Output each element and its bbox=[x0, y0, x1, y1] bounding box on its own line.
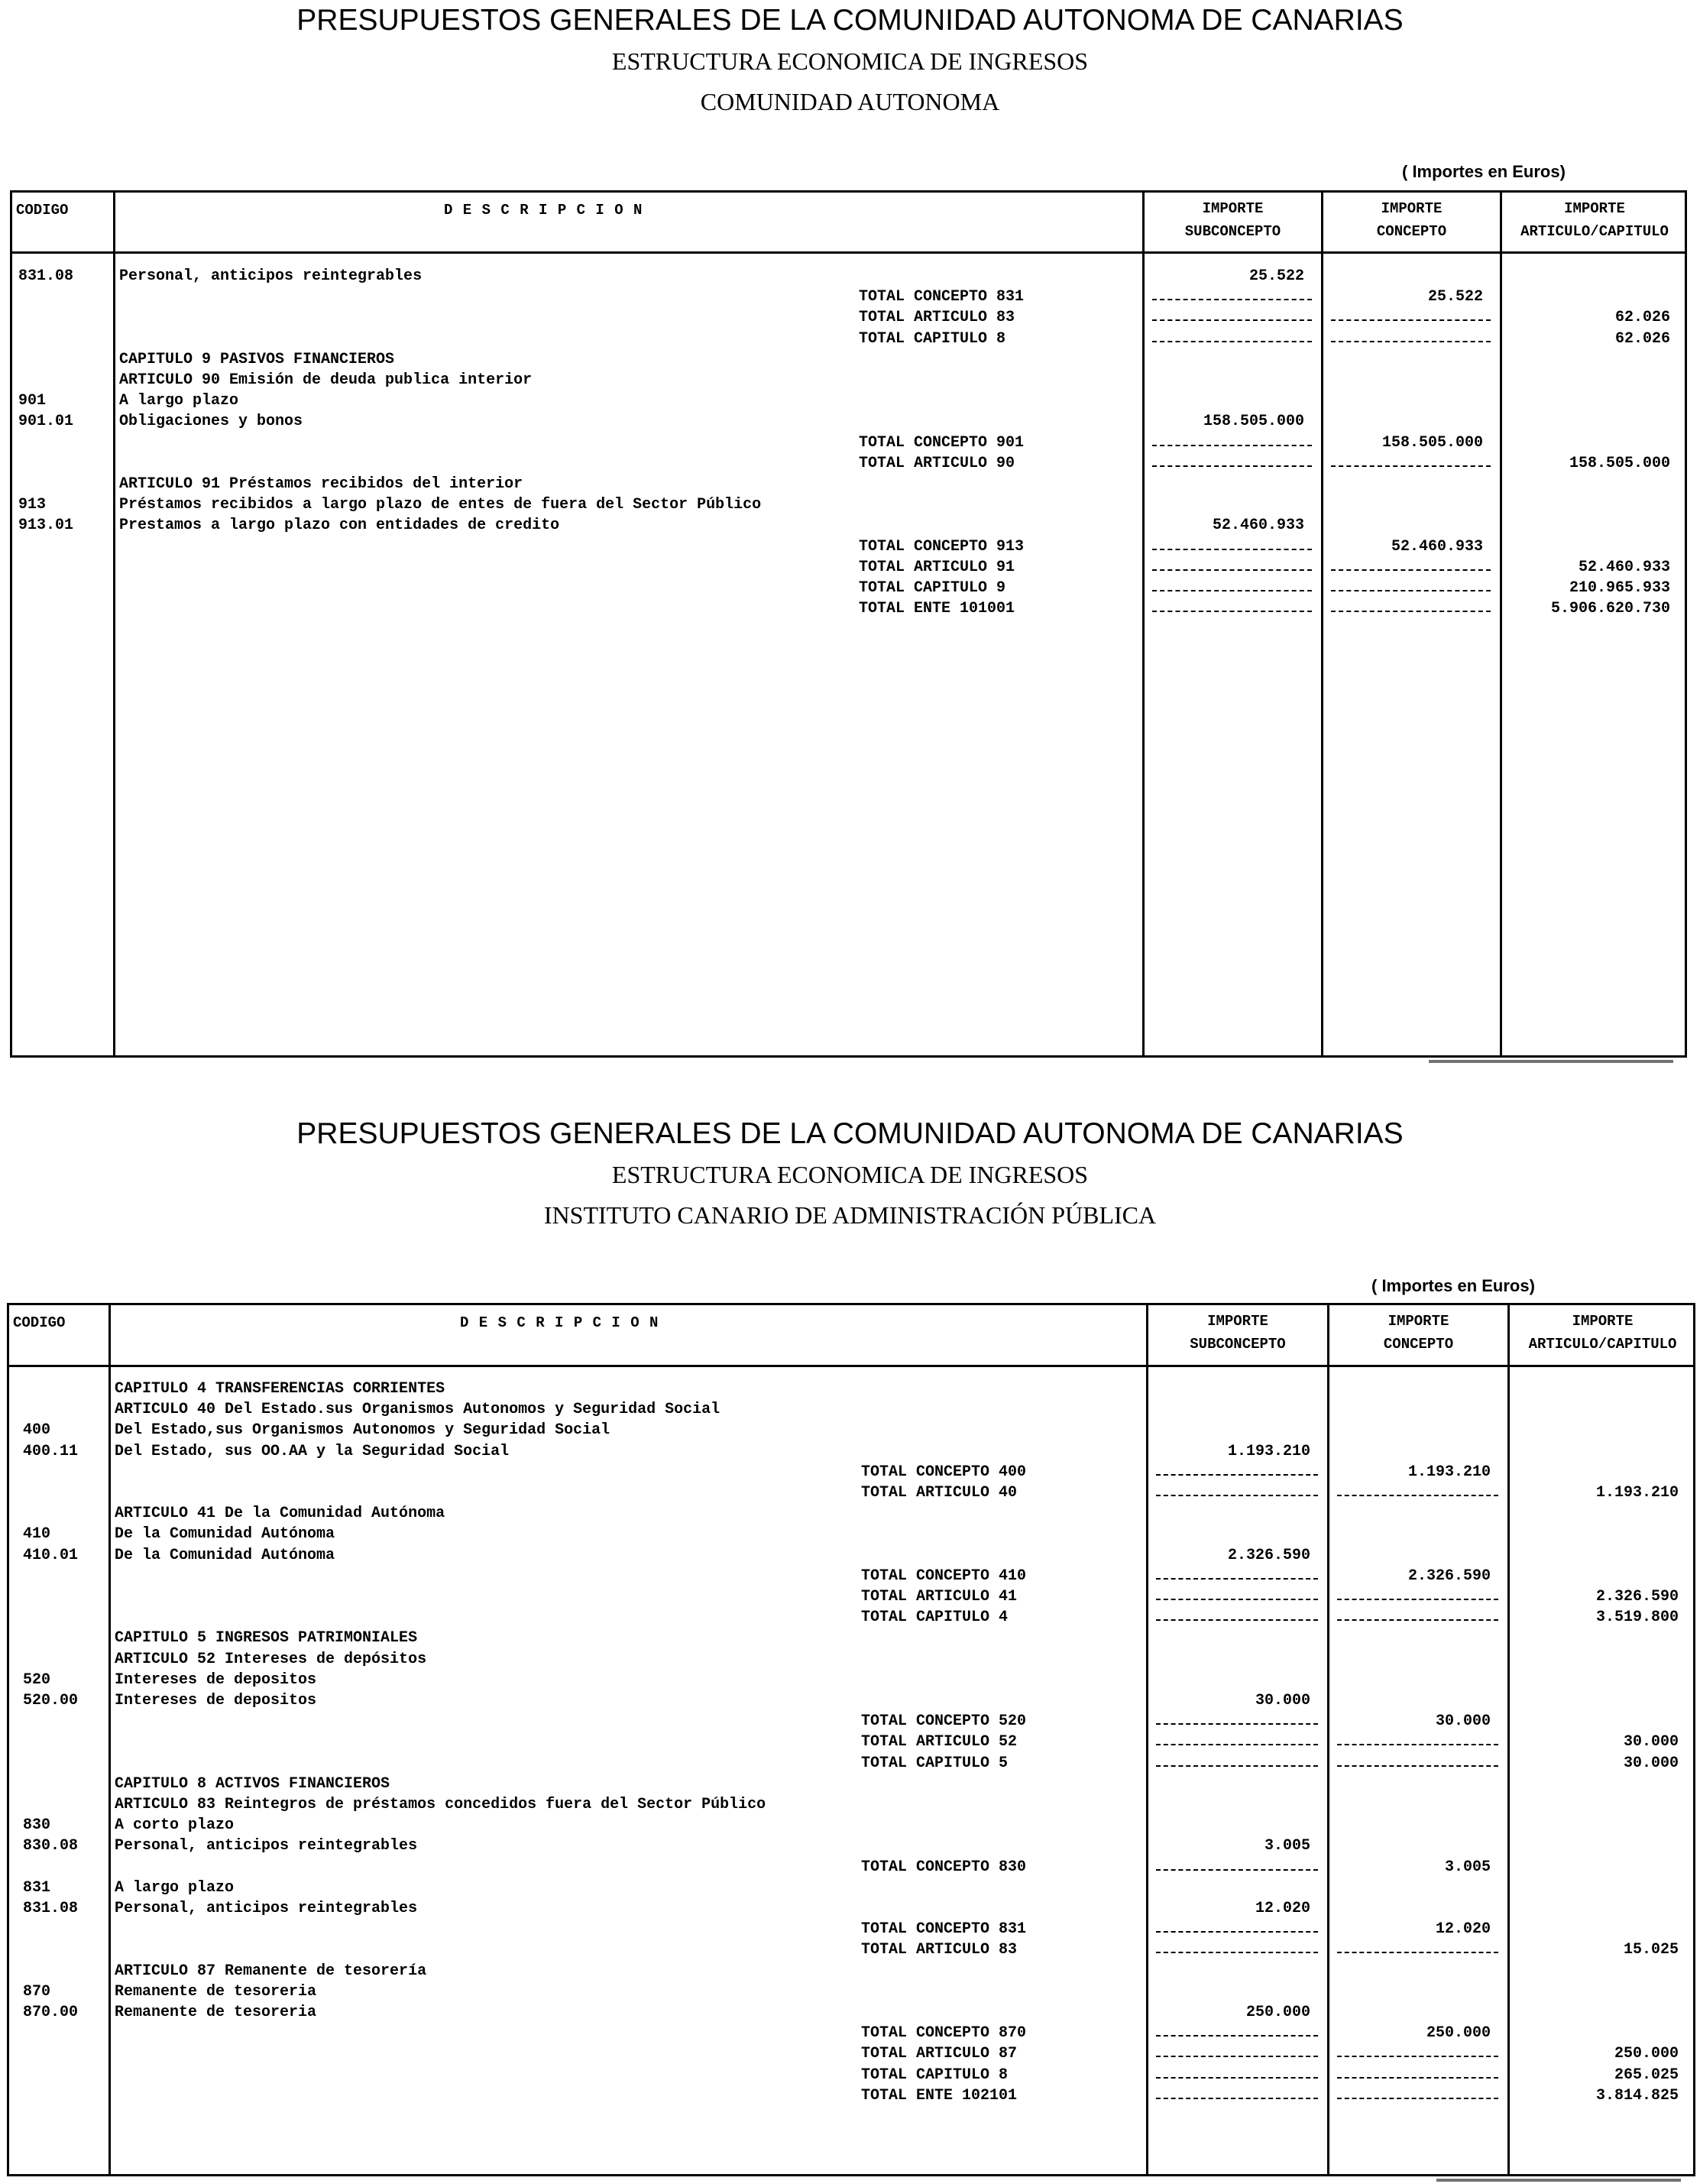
dash-line bbox=[1156, 2098, 1318, 2099]
table-row bbox=[9, 1524, 1693, 1544]
header-art-line1: IMPORTE bbox=[1564, 200, 1625, 217]
table-row bbox=[9, 1399, 1693, 1420]
table-row bbox=[9, 1836, 1693, 1856]
row-description: Intereses de depositos bbox=[115, 1670, 317, 1689]
header-codigo: CODIGO bbox=[16, 202, 69, 219]
row-total-label: TOTAL CONCEPTO 870 bbox=[861, 2024, 1027, 2043]
row-total-label: TOTAL CAPITULO 8 bbox=[861, 2066, 1009, 2084]
dash-line bbox=[1152, 319, 1312, 321]
table-row bbox=[9, 1462, 1693, 1482]
row-description: A corto plazo bbox=[115, 1816, 235, 1835]
row-description: Del Estado, sus OO.AA y la Seguridad Social bbox=[115, 1442, 510, 1460]
dash-line bbox=[1156, 1723, 1318, 1725]
row-description: A largo plazo bbox=[115, 1878, 235, 1897]
importe-subconcepto: 52.460.933 bbox=[1212, 517, 1304, 535]
table-row bbox=[12, 598, 1685, 619]
table-row bbox=[9, 1628, 1693, 1648]
table-row bbox=[12, 266, 1685, 287]
table-row bbox=[9, 1939, 1693, 1960]
row-total-label: TOTAL ARTICULO 40 bbox=[861, 1484, 1018, 1502]
header-importe-articulo bbox=[1510, 1310, 1695, 1356]
dash-line bbox=[1156, 2077, 1318, 2079]
importe-subconcepto: 3.005 bbox=[1264, 1837, 1310, 1855]
table-row bbox=[12, 433, 1685, 453]
row-total-label: TOTAL ARTICULO 83 bbox=[861, 1941, 1018, 1959]
dash-line bbox=[1156, 1744, 1318, 1745]
dash-line bbox=[1331, 569, 1491, 571]
entity-name: INSTITUTO CANARIO DE ADMINISTRACIÓN PÚBLICA bbox=[543, 1201, 1157, 1229]
header-sub-line1: IMPORTE bbox=[1207, 1313, 1268, 1330]
header-importe-concepto bbox=[1323, 197, 1500, 243]
dash-line bbox=[1331, 611, 1491, 612]
table-row bbox=[9, 1379, 1693, 1399]
header-importe-concepto bbox=[1329, 1310, 1507, 1356]
row-description: CAPITULO 5 INGRESOS PATRIMONIALES bbox=[115, 1629, 418, 1648]
row-code: 400.11 bbox=[23, 1442, 79, 1460]
row-total-label: TOTAL CONCEPTO 901 bbox=[859, 433, 1025, 452]
importe-articulo: 2.326.590 bbox=[1595, 1588, 1679, 1606]
row-description: Remanente de tesoreria bbox=[115, 2004, 317, 2021]
row-description: De la Comunidad Autónoma bbox=[115, 1525, 335, 1544]
table-row bbox=[12, 578, 1685, 598]
row-code: 870 bbox=[23, 1982, 51, 2001]
importe-articulo: 30.000 bbox=[1623, 1733, 1679, 1751]
importe-articulo: 250.000 bbox=[1614, 2045, 1679, 2063]
header-importe-subconcepto bbox=[1148, 1310, 1327, 1356]
row-code: 831.08 bbox=[23, 1900, 79, 1917]
table-row bbox=[12, 390, 1685, 411]
row-code: 410.01 bbox=[23, 1546, 79, 1564]
table-row bbox=[9, 2043, 1693, 2064]
table-row bbox=[9, 1441, 1693, 1462]
row-total-label: TOTAL ARTICULO 83 bbox=[859, 309, 1015, 327]
table-row bbox=[9, 2085, 1693, 2106]
row-description: Obligaciones y bonos bbox=[119, 413, 303, 431]
importe-articulo: 210.965.933 bbox=[1569, 579, 1670, 597]
budget-table bbox=[10, 190, 1687, 1058]
table-row bbox=[12, 474, 1685, 494]
row-total-label: TOTAL ARTICULO 91 bbox=[859, 558, 1015, 576]
table-row bbox=[9, 1482, 1693, 1503]
row-total-label: TOTAL ARTICULO 87 bbox=[861, 2045, 1018, 2063]
row-description: Personal, anticipos reintegrables bbox=[115, 1837, 418, 1855]
dash-line bbox=[1331, 590, 1491, 591]
importe-articulo: 5.906.620.730 bbox=[1550, 600, 1670, 618]
table-row bbox=[12, 287, 1685, 307]
header-sub-line2: SUBCONCEPTO bbox=[1184, 223, 1281, 240]
importe-concepto: 158.505.000 bbox=[1381, 433, 1483, 452]
row-code: 901.01 bbox=[18, 413, 74, 431]
importe-subconcepto: 2.326.590 bbox=[1227, 1546, 1310, 1564]
dash-line bbox=[1156, 1869, 1318, 1871]
importe-articulo: 3.814.825 bbox=[1595, 2086, 1679, 2105]
table-row bbox=[9, 2065, 1693, 2085]
importe-subconcepto: 1.193.210 bbox=[1227, 1442, 1310, 1460]
table-row bbox=[9, 1420, 1693, 1440]
row-code: 410 bbox=[23, 1525, 51, 1544]
dash-line bbox=[1331, 465, 1491, 467]
importe-articulo: 3.519.800 bbox=[1595, 1609, 1679, 1627]
row-total-label: TOTAL CAPITULO 8 bbox=[859, 329, 1006, 348]
row-description: CAPITULO 4 TRANSFERENCIAS CORRIENTES bbox=[115, 1380, 445, 1398]
row-code: 913.01 bbox=[18, 517, 74, 535]
table-row bbox=[9, 1566, 1693, 1586]
row-description: Prestamos a largo plazo con entidades de credito bbox=[119, 517, 560, 535]
row-total-label: TOTAL CAPITULO 4 bbox=[861, 1609, 1009, 1627]
table-row bbox=[9, 1774, 1693, 1794]
dash-line bbox=[1337, 1952, 1498, 1953]
table-row bbox=[9, 1857, 1693, 1878]
dash-line bbox=[1337, 1599, 1498, 1600]
importe-concepto: 3.005 bbox=[1444, 1858, 1491, 1876]
row-description: Intereses de depositos bbox=[115, 1692, 317, 1709]
importe-articulo: 30.000 bbox=[1623, 1754, 1679, 1772]
header-art-line2: ARTICULO/CAPITULO bbox=[1520, 223, 1669, 240]
header-con-line1: IMPORTE bbox=[1388, 1313, 1449, 1330]
importe-concepto: 52.460.933 bbox=[1391, 537, 1483, 556]
header-sub-line2: SUBCONCEPTO bbox=[1190, 1336, 1286, 1353]
units-note: ( Importes en Euros) bbox=[1371, 1276, 1535, 1295]
table-row bbox=[9, 2002, 1693, 2023]
importe-articulo: 62.026 bbox=[1614, 329, 1670, 348]
dash-line bbox=[1156, 1599, 1318, 1600]
header-codigo: CODIGO bbox=[13, 1314, 66, 1331]
table-row bbox=[9, 1794, 1693, 1815]
row-total-label: TOTAL ENTE 101001 bbox=[859, 600, 1015, 618]
row-code: 831 bbox=[23, 1878, 51, 1897]
dash-line bbox=[1156, 1931, 1318, 1933]
dash-line bbox=[1152, 299, 1312, 300]
dash-line bbox=[1152, 549, 1312, 550]
table-row bbox=[9, 1586, 1693, 1607]
budget-table bbox=[7, 1303, 1695, 2176]
header-con-line1: IMPORTE bbox=[1381, 200, 1443, 217]
header-con-line2: CONCEPTO bbox=[1376, 223, 1447, 240]
importe-articulo: 158.505.000 bbox=[1569, 454, 1670, 472]
table-row bbox=[12, 411, 1685, 432]
header-art-line2: ARTICULO/CAPITULO bbox=[1528, 1336, 1677, 1353]
table-row bbox=[12, 453, 1685, 474]
importe-articulo: 15.025 bbox=[1623, 1941, 1679, 1959]
table-row bbox=[9, 1545, 1693, 1566]
row-description: ARTICULO 87 Remanente de tesorería bbox=[115, 1962, 427, 1980]
dash-line bbox=[1152, 569, 1312, 571]
header-descripcion: D E S C R I P C I O N bbox=[460, 1314, 659, 1331]
header-sub-line1: IMPORTE bbox=[1202, 200, 1264, 217]
dash-line bbox=[1337, 2056, 1498, 2057]
table-row bbox=[9, 1732, 1693, 1752]
row-description: Remanente de tesoreria bbox=[115, 1982, 317, 2001]
header-con-line2: CONCEPTO bbox=[1383, 1336, 1454, 1353]
importe-articulo: 62.026 bbox=[1614, 309, 1670, 327]
row-code: 520 bbox=[23, 1670, 51, 1689]
table-row bbox=[12, 349, 1685, 370]
row-description: ARTICULO 40 Del Estado.sus Organismos Autonomos y Seguridad Social bbox=[115, 1401, 720, 1419]
row-total-label: TOTAL CONCEPTO 520 bbox=[861, 1713, 1027, 1731]
header-importe-articulo bbox=[1502, 197, 1687, 243]
row-description: A largo plazo bbox=[119, 392, 239, 410]
row-description: CAPITULO 8 ACTIVOS FINANCIEROS bbox=[115, 1774, 390, 1793]
row-description: Préstamos recibidos a largo plazo de entes de fuera del Sector Público bbox=[119, 496, 762, 514]
table-row bbox=[9, 1878, 1693, 1898]
importe-subconcepto: 25.522 bbox=[1248, 267, 1304, 285]
row-description: ARTICULO 83 Reintegros de préstamos concedidos fuera del Sector Público bbox=[115, 1796, 766, 1813]
row-code: 870.00 bbox=[23, 2004, 79, 2021]
importe-articulo: 265.025 bbox=[1614, 2066, 1679, 2084]
dash-line bbox=[1331, 341, 1491, 342]
row-total-label: TOTAL CONCEPTO 830 bbox=[861, 1858, 1027, 1876]
report-subtitle: ESTRUCTURA ECONOMICA DE INGRESOS bbox=[611, 1161, 1089, 1188]
table-row bbox=[9, 1711, 1693, 1732]
report-title: PRESUPUESTOS GENERALES DE LA COMUNIDAD AUTONOMA DE CANARIAS bbox=[296, 1117, 1404, 1150]
row-description: ARTICULO 90 Emisión de deuda publica interior bbox=[119, 371, 533, 389]
importe-subconcepto: 12.020 bbox=[1255, 1900, 1310, 1917]
budget-page-1 bbox=[0, 0, 1700, 1070]
table-row bbox=[12, 536, 1685, 557]
dash-line bbox=[1152, 590, 1312, 591]
table-row bbox=[9, 1815, 1693, 1836]
importe-subconcepto: 250.000 bbox=[1245, 2004, 1310, 2021]
row-total-label: TOTAL CONCEPTO 410 bbox=[861, 1567, 1027, 1585]
row-code: 830 bbox=[23, 1816, 51, 1835]
row-description: Del Estado,sus Organismos Autonomos y Seguridad Social bbox=[115, 1421, 610, 1440]
table-row bbox=[12, 494, 1685, 515]
header-importe-subconcepto bbox=[1145, 197, 1321, 243]
dash-line bbox=[1152, 341, 1312, 342]
row-total-label: TOTAL ENTE 102101 bbox=[861, 2086, 1018, 2105]
header-descripcion: D E S C R I P C I O N bbox=[444, 202, 643, 219]
table-row bbox=[9, 1503, 1693, 1524]
importe-concepto: 2.326.590 bbox=[1407, 1567, 1491, 1585]
report-title: PRESUPUESTOS GENERALES DE LA COMUNIDAD AUTONOMA DE CANARIAS bbox=[296, 4, 1404, 37]
row-description: Personal, anticipos reintegrables bbox=[119, 267, 423, 285]
dash-line bbox=[1331, 319, 1491, 321]
row-code: 901 bbox=[18, 392, 47, 410]
row-code: 831.08 bbox=[18, 267, 74, 285]
dash-line bbox=[1337, 1744, 1498, 1745]
table-row bbox=[9, 1753, 1693, 1774]
report-subtitle: ESTRUCTURA ECONOMICA DE INGRESOS bbox=[611, 47, 1089, 75]
importe-concepto: 25.522 bbox=[1427, 288, 1483, 306]
row-total-label: TOTAL CAPITULO 5 bbox=[861, 1754, 1009, 1772]
row-total-label: TOTAL CONCEPTO 831 bbox=[861, 1920, 1027, 1939]
row-total-label: TOTAL CONCEPTO 400 bbox=[861, 1463, 1027, 1481]
table-row bbox=[9, 1649, 1693, 1670]
dash-line bbox=[1337, 1619, 1498, 1621]
dash-line bbox=[1156, 1765, 1318, 1767]
dash-line bbox=[1156, 1952, 1318, 1953]
table-row bbox=[12, 307, 1685, 328]
header-art-line1: IMPORTE bbox=[1572, 1313, 1634, 1330]
row-description: Personal, anticipos reintegrables bbox=[115, 1900, 418, 1917]
dash-line bbox=[1156, 2056, 1318, 2057]
table-row bbox=[9, 1670, 1693, 1690]
importe-articulo: 1.193.210 bbox=[1595, 1484, 1679, 1502]
table-row bbox=[9, 1607, 1693, 1628]
row-total-label: TOTAL CONCEPTO 913 bbox=[859, 537, 1025, 556]
dash-line bbox=[1337, 1495, 1498, 1496]
dash-line bbox=[1156, 1578, 1318, 1580]
row-code: 520.00 bbox=[23, 1692, 79, 1709]
row-total-label: TOTAL ARTICULO 41 bbox=[861, 1588, 1018, 1606]
table-row bbox=[9, 1981, 1693, 2002]
importe-concepto: 30.000 bbox=[1435, 1713, 1491, 1731]
units-note: ( Importes en Euros) bbox=[1402, 162, 1566, 181]
dash-line bbox=[1152, 465, 1312, 467]
importe-subconcepto: 158.505.000 bbox=[1203, 413, 1304, 431]
importe-subconcepto: 30.000 bbox=[1255, 1692, 1310, 1709]
dash-line bbox=[1152, 611, 1312, 612]
row-total-label: TOTAL ARTICULO 52 bbox=[861, 1733, 1018, 1751]
row-description: De la Comunidad Autónoma bbox=[115, 1546, 335, 1564]
row-description: ARTICULO 91 Préstamos recibidos del interior bbox=[119, 475, 523, 493]
table-row bbox=[9, 1919, 1693, 1939]
table-row bbox=[12, 329, 1685, 349]
row-code: 400 bbox=[23, 1421, 51, 1440]
dash-line bbox=[1156, 1474, 1318, 1476]
table-row bbox=[12, 370, 1685, 390]
importe-concepto: 250.000 bbox=[1426, 2024, 1491, 2043]
row-total-label: TOTAL ARTICULO 90 bbox=[859, 454, 1015, 472]
budget-page-2 bbox=[0, 1107, 1700, 2184]
dash-line bbox=[1156, 1495, 1318, 1496]
row-description: CAPITULO 9 PASIVOS FINANCIEROS bbox=[119, 350, 395, 368]
row-total-label: TOTAL CAPITULO 9 bbox=[859, 579, 1006, 597]
row-description: ARTICULO 41 De la Comunidad Autónoma bbox=[115, 1505, 445, 1523]
dash-line bbox=[1337, 2098, 1498, 2099]
dash-line bbox=[1337, 1765, 1498, 1767]
dash-line bbox=[1156, 2035, 1318, 2037]
table-row bbox=[9, 2023, 1693, 2043]
row-description: ARTICULO 52 Intereses de depósitos bbox=[115, 1650, 427, 1668]
table-row bbox=[9, 1898, 1693, 1919]
entity-name: COMUNIDAD AUTONOMA bbox=[700, 88, 1000, 115]
row-code: 913 bbox=[18, 496, 47, 514]
table-row bbox=[9, 1961, 1693, 1981]
row-code: 830.08 bbox=[23, 1837, 79, 1855]
table-row bbox=[12, 557, 1685, 578]
importe-concepto: 12.020 bbox=[1435, 1920, 1491, 1939]
dash-line bbox=[1152, 445, 1312, 446]
importe-concepto: 1.193.210 bbox=[1407, 1463, 1491, 1481]
table-row bbox=[9, 1690, 1693, 1711]
dash-line bbox=[1337, 2077, 1498, 2079]
importe-articulo: 52.460.933 bbox=[1578, 558, 1670, 576]
row-total-label: TOTAL CONCEPTO 831 bbox=[859, 288, 1025, 306]
table-row bbox=[12, 515, 1685, 536]
dash-line bbox=[1156, 1619, 1318, 1621]
